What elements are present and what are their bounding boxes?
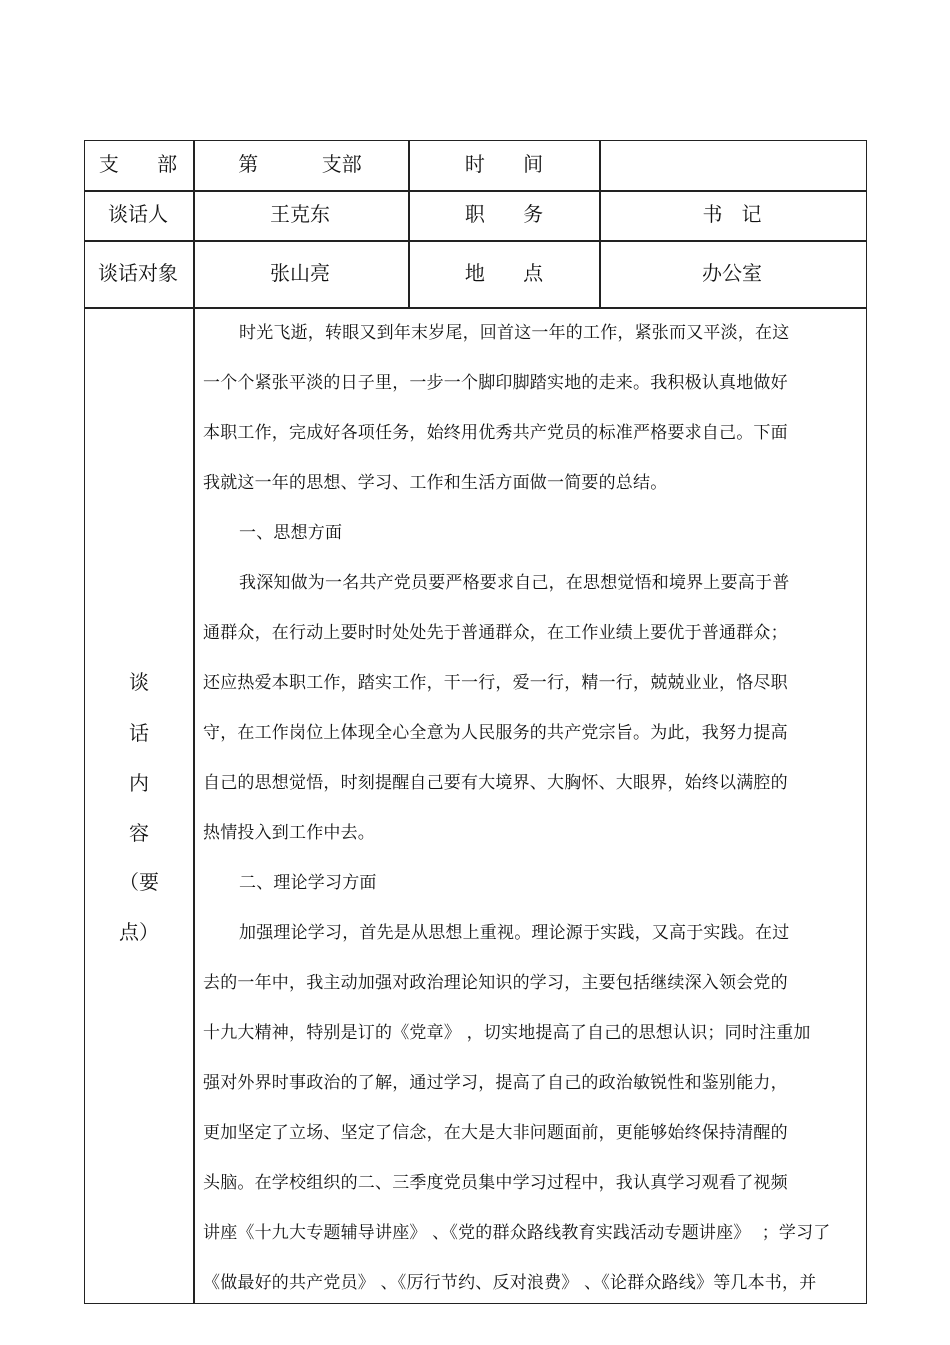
content-line: 热情投入到工作中去。 bbox=[203, 823, 375, 843]
talker-label: 谈话人 bbox=[108, 202, 168, 226]
content-line: 守，在工作岗位上体现全心全意为人民服务的共产党宗旨。为此，我努力提高 bbox=[203, 723, 788, 743]
content-line: 通群众，在行动上要时时处处先于普通群众，在工作业绩上要优于普通群众； bbox=[203, 623, 788, 643]
content-line: 强对外界时事政治的了解，通过学习，提高了自己的政治敏锐性和鉴别能力， bbox=[203, 1073, 788, 1093]
content-line: 头脑。在学校组织的二、三季度党员集中学习过程中，我认真学习观看了视频 bbox=[203, 1173, 788, 1193]
content-line: 一个个紧张平淡的日子里，一步一个脚印脚踏实地的走来。我积极认真地做好 bbox=[203, 373, 788, 393]
content-line: 更加坚定了立场、坚定了信念，在大是大非问题面前，更能够始终保持清醒的 bbox=[203, 1123, 788, 1143]
content-line: 十九大精神，特别是订的《党章》 ，切实地提高了自己的思想认识；同时注重加 bbox=[203, 1023, 811, 1043]
time-label: 时 间 bbox=[464, 152, 544, 176]
section-heading: 二、理论学习方面 bbox=[239, 873, 377, 893]
content-line: 我深知做为一名共产党员要严格要求自己，在思想觉悟和境界上要高于普 bbox=[239, 573, 790, 593]
column-divider bbox=[193, 140, 195, 1304]
branch-label: 支 部 bbox=[98, 152, 178, 176]
position-label: 职 务 bbox=[464, 202, 544, 226]
talker-value: 王克东 bbox=[270, 202, 330, 226]
column-divider bbox=[599, 140, 601, 308]
branch-value: 第 支部 bbox=[238, 152, 362, 176]
side-label-char: 点） bbox=[119, 920, 159, 944]
content-line: 本职工作，完成好各项任务，始终用优秀共产党员的标准严格要求自己。下面 bbox=[203, 423, 788, 443]
content-line: 我就这一年的思想、学习、工作和生活方面做一简要的总结。 bbox=[203, 473, 668, 493]
location-value: 办公室 bbox=[702, 261, 762, 285]
row-divider bbox=[84, 307, 867, 309]
column-divider bbox=[408, 140, 410, 308]
content-line: 《做最好的共产党员》 、《厉行节约、反对浪费》 、《论群众路线》等几本书，并 bbox=[203, 1273, 817, 1293]
location-label: 地 点 bbox=[464, 261, 544, 285]
talk-target-value: 张山亮 bbox=[270, 261, 330, 285]
content-line: 自己的思想觉悟，时刻提醒自己要有大境界、大胸怀、大眼界，始终以满腔的 bbox=[203, 773, 788, 793]
side-label-char: 话 bbox=[129, 721, 149, 745]
side-label-char: 谈 bbox=[129, 670, 149, 694]
content-line: 去的一年中，我主动加强对政治理论知识的学习，主要包括继续深入领会党的 bbox=[203, 973, 788, 993]
position-value: 书 记 bbox=[702, 202, 762, 226]
content-line: 时光飞逝，转眼又到年末岁尾，回首这一年的工作，紧张而又平淡，在这 bbox=[239, 323, 790, 343]
talk-target-label: 谈话对象 bbox=[98, 261, 178, 285]
side-label-char: 容 bbox=[129, 821, 149, 845]
content-line: 还应热爱本职工作，踏实工作，干一行，爱一行，精一行，兢兢业业，恪尽职 bbox=[203, 673, 788, 693]
row-divider bbox=[84, 240, 867, 242]
section-heading: 一、思想方面 bbox=[239, 523, 343, 543]
side-label-char: 内 bbox=[129, 771, 149, 795]
row-divider bbox=[84, 190, 867, 192]
content-line: 讲座《十九大专题辅导讲座》 、《党的群众路线教育实践活动专题讲座》 ；学习了 bbox=[203, 1223, 831, 1243]
content-line: 加强理论学习，首先是从思想上重视。理论源于实践，又高于实践。在过 bbox=[239, 923, 790, 943]
side-label-char: （要 bbox=[119, 870, 159, 894]
